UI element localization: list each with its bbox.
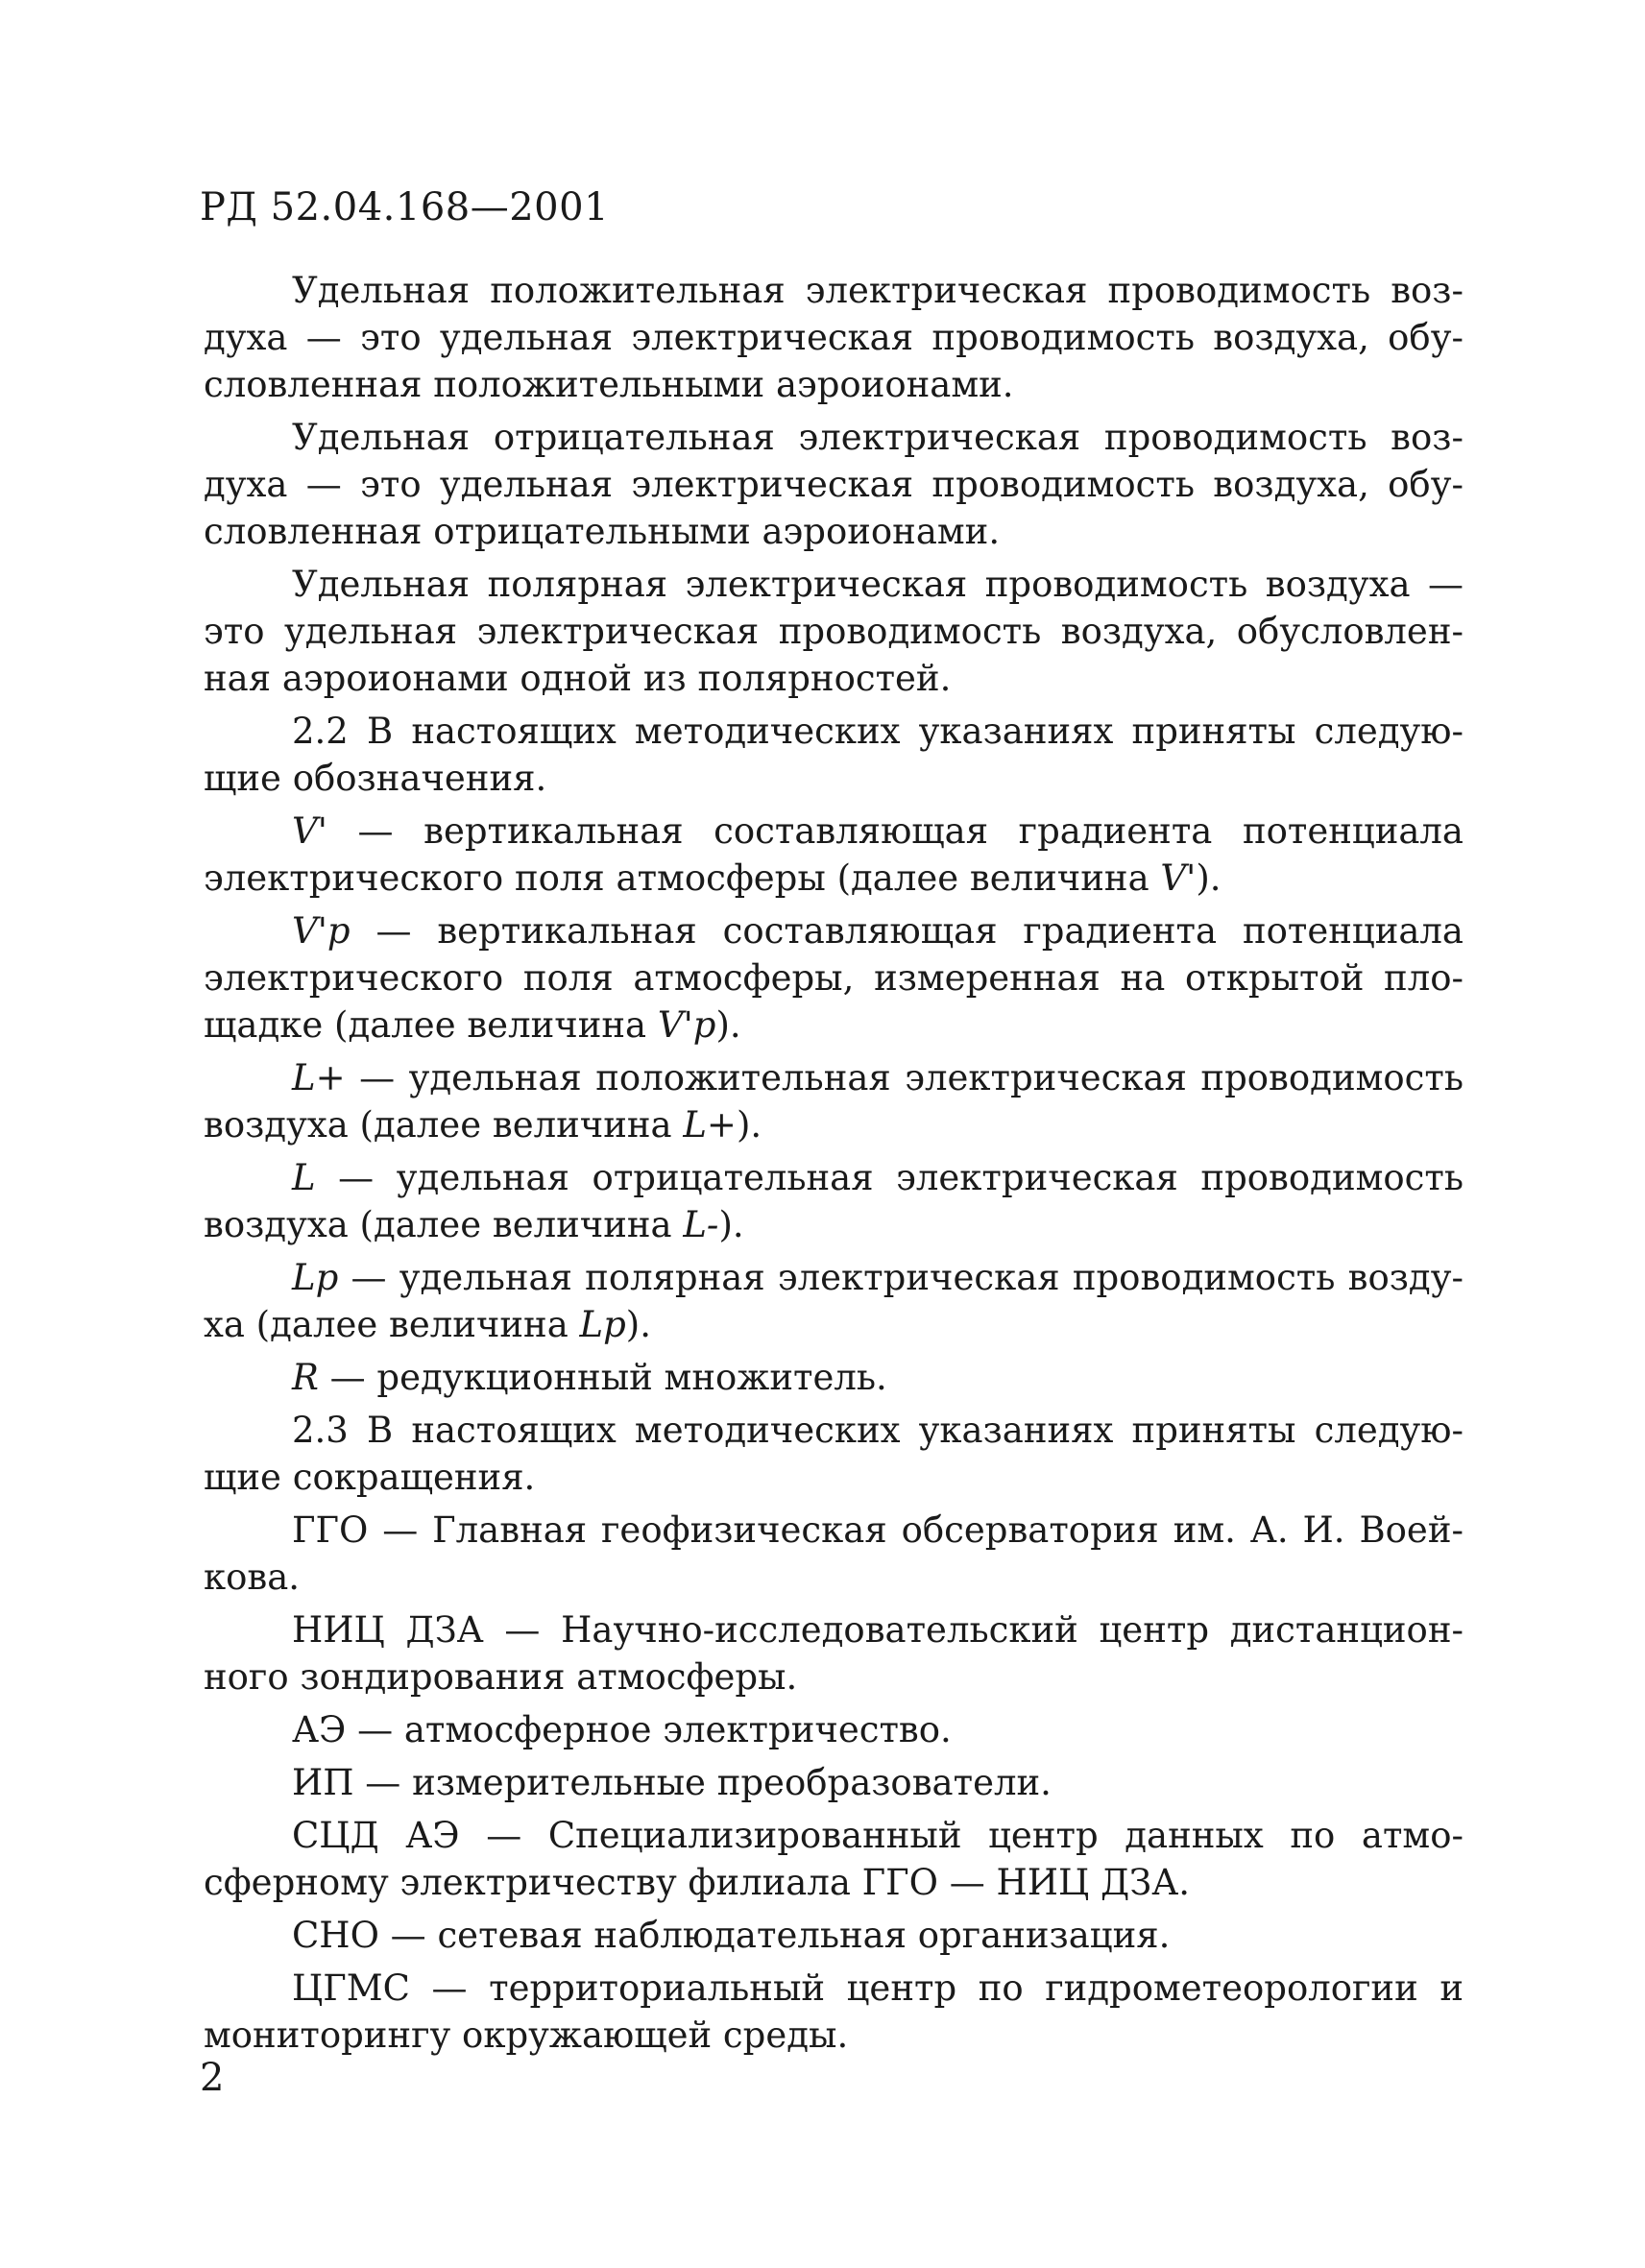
abbreviation-term: СЦД АЭ	[292, 1815, 460, 1856]
abbreviation-ggo	[204, 1507, 1464, 1601]
definition-lp	[204, 1254, 1464, 1348]
abbreviation-definition: — измерительные преобразователи.	[353, 1762, 1052, 1803]
definition-lplus	[204, 1054, 1464, 1148]
definition-r-text: — редукционный множитель.	[318, 1357, 887, 1398]
symbol-vp: V'p	[292, 910, 351, 952]
abbreviation-tsd-ae	[204, 1812, 1464, 1906]
definition-v-text: — вертикальная составляющая градиента потенциала электрического поля атмосферы (далее величина	[204, 810, 1464, 899]
definition-v-tail: ).	[1196, 857, 1222, 899]
definition-lplus-text: — удельная положительная электрическая проводимость воздуха (далее величина	[204, 1057, 1464, 1146]
definition-lplus-tail: ).	[736, 1104, 762, 1146]
symbol-vp-ref: V'p	[657, 1004, 716, 1046]
abbreviation-definition: — территориальный центр по гидрометеорологии и мониторингу окружающей среды.	[204, 1967, 1464, 2056]
paragraph-positive-conductivity: Удельная положительная электрическая проводимость воздуха — это удельная электрическая проводимость воздуха, обусловленная положительными аэроионами.	[204, 270, 1464, 405]
symbol-lp: Lp	[292, 1257, 339, 1298]
abbreviation-term: СНО	[292, 1915, 379, 1956]
symbol-lminus: L	[292, 1157, 316, 1198]
paragraph-abbreviations-intro: 2.3 В настоящих методических указаниях приняты следующие сокращения.	[204, 1410, 1464, 1498]
definition-v	[204, 808, 1464, 902]
abbreviation-definition: — Научно-исследовательский центр дистанционного зондирования атмосферы.	[204, 1609, 1464, 1698]
symbol-v-ref: V'	[1160, 857, 1197, 899]
abbreviation-nits-dza	[204, 1606, 1464, 1701]
abbreviation-definition: — сетевая наблюдательная организация.	[378, 1915, 1171, 1956]
definition-lp-tail: ).	[625, 1304, 651, 1345]
abbreviation-term: ГГО	[292, 1509, 369, 1551]
paragraph-polar-conductivity: Удельная полярная электрическая проводимость воздуха — это удельная электрическая проводимость воздуха, обусловленная аэроионами одной из полярностей.	[204, 564, 1464, 699]
definition-lminus-tail: ).	[718, 1204, 744, 1245]
definition-lminus	[204, 1154, 1464, 1248]
definition-lminus-text: — удельная отрицательная электрическая проводимость воздуха (далее величина	[204, 1157, 1464, 1245]
abbreviation-term: ИП	[292, 1762, 354, 1803]
document-body	[204, 267, 1464, 2064]
definition-vp	[204, 907, 1464, 1049]
symbol-lp-ref: Lp	[579, 1304, 626, 1345]
abbreviation-ip	[204, 1759, 1464, 1806]
abbreviation-term: ЦГМС	[292, 1967, 410, 2009]
symbol-r: R	[292, 1357, 319, 1398]
symbol-lminus-ref: L-	[683, 1204, 719, 1245]
abbreviation-term: НИЦ ДЗА	[292, 1609, 484, 1651]
abbreviation-definition: — Специализированный центр данных по атмосферному электричеству филиала ГГО — НИЦ ДЗА.	[204, 1815, 1464, 1903]
abbreviation-ae	[204, 1706, 1464, 1753]
symbol-lplus: L+	[292, 1057, 346, 1098]
symbol-v: V'	[292, 810, 327, 852]
definition-lp-text: — удельная полярная электрическая проводимость воздуха (далее величина	[204, 1257, 1464, 1345]
abbreviation-definition: — Главная геофизическая обсерватория им. А. И. Воейкова.	[204, 1509, 1464, 1598]
abbreviation-sno	[204, 1912, 1464, 1959]
symbol-lplus-ref: L+	[683, 1104, 737, 1146]
paragraph-negative-conductivity: Удельная отрицательная электрическая проводимость воздуха — это удельная электрическая проводимость воздуха, обусловленная отрицательными аэроионами.	[204, 417, 1464, 552]
abbreviation-tsgms	[204, 1965, 1464, 2059]
definition-vp-text: — вертикальная составляющая градиента потенциала электрического поля атмосферы, измеренная на открытой площадке (далее величина	[204, 910, 1464, 1046]
paragraph-notation-intro: 2.2 В настоящих методических указаниях приняты следующие обозначения.	[204, 711, 1464, 799]
document-code-header: РД 52.04.168—2001	[200, 185, 610, 229]
abbreviation-definition: — атмосферное электричество.	[346, 1709, 952, 1750]
definition-vp-tail: ).	[715, 1004, 741, 1046]
page-number: 2	[200, 2056, 225, 2100]
abbreviation-term: АЭ	[292, 1709, 347, 1750]
definition-r	[204, 1354, 1464, 1401]
